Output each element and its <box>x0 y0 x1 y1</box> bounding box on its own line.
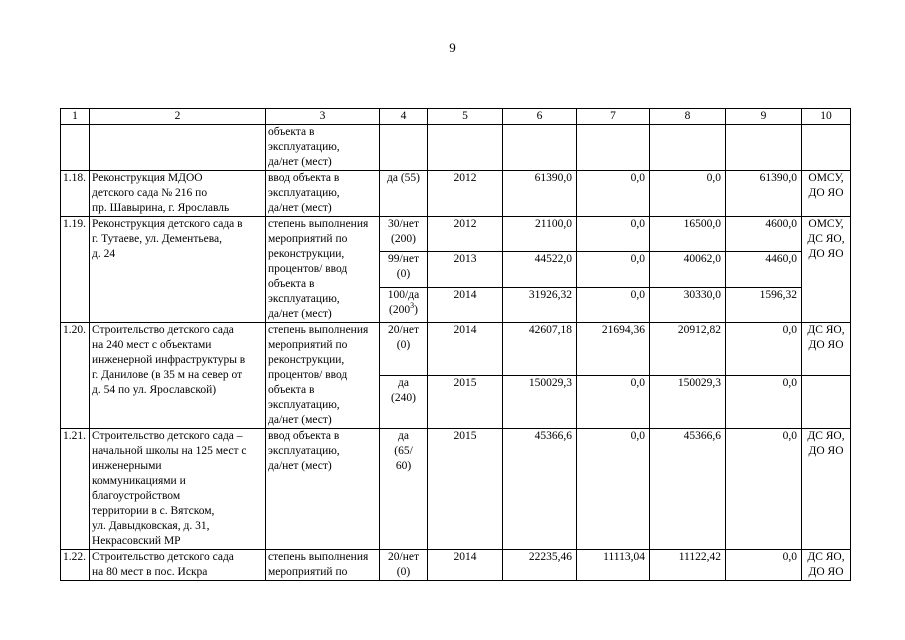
regional-cell: 40062,0 <box>650 252 726 287</box>
indicator-value: 30/нет (200) <box>380 217 428 252</box>
local-cell: 1596,32 <box>726 287 802 322</box>
object-name: Реконструкция МДОО детского сада № 216 по пр. Шавырина, г. Ярославль <box>90 171 266 217</box>
table-row <box>61 323 851 376</box>
regional-cell: 30330,0 <box>650 287 726 322</box>
col-header: 10 <box>802 109 851 125</box>
object-name: Реконструкция детского сада в г. Тутаеве, ул. Дементьева, д. 24 <box>90 217 266 323</box>
col-header: 9 <box>726 109 802 125</box>
year-cell: 2014 <box>428 323 503 376</box>
year-cell: 2015 <box>428 429 503 550</box>
year-cell: 2015 <box>428 376 503 429</box>
col-header: 1 <box>61 109 90 125</box>
federal-cell: 11113,04 <box>577 550 650 581</box>
total-cell: 31926,32 <box>503 287 577 322</box>
total-cell: 45366,6 <box>503 429 577 550</box>
col-header: 4 <box>380 109 428 125</box>
federal-cell: 0,0 <box>577 287 650 322</box>
regional-cell: 20912,82 <box>650 323 726 376</box>
federal-cell: 0,0 <box>577 252 650 287</box>
table-row <box>61 550 851 581</box>
federal-cell: 0,0 <box>577 217 650 252</box>
col-header: 3 <box>266 109 380 125</box>
total-cell: 22235,46 <box>503 550 577 581</box>
federal-cell: 0,0 <box>577 429 650 550</box>
col-header: 8 <box>650 109 726 125</box>
col-header: 2 <box>90 109 266 125</box>
regional-cell: 16500,0 <box>650 217 726 252</box>
indicator-value: 100/да $(200^3)$ <box>380 287 428 322</box>
indicator-cell: ввод объекта в эксплуатацию, да/нет (мест) <box>266 429 380 550</box>
year-cell: 2014 <box>428 550 503 581</box>
executor-cell: ОМСУ, ДС ЯО, ДО ЯО <box>802 217 851 323</box>
indicator-cell: степень выполнения мероприятий по реконструкции, процентов/ ввод объекта в эксплуатацию, да/нет (мест) <box>266 323 380 429</box>
table-row <box>61 217 851 252</box>
regional-cell: 11122,42 <box>650 550 726 581</box>
federal-cell: 0,0 <box>577 171 650 217</box>
object-name: Строительство детского сада на 240 мест с объектами инженерной инфраструктуры в г. Данилове (в 35 м на север от д. 54 по ул. Ярославской) <box>90 323 266 429</box>
col-header: 7 <box>577 109 650 125</box>
page-number: 9 <box>449 40 456 55</box>
row-number: 1.20. <box>61 323 90 429</box>
indicator-value: да (65/ 60) <box>380 429 428 550</box>
col-header: 6 <box>503 109 577 125</box>
federal-cell: 0,0 <box>577 376 650 429</box>
local-cell: 4600,0 <box>726 217 802 252</box>
regional-cell: 45366,6 <box>650 429 726 550</box>
row-number: 1.22. <box>61 550 90 581</box>
executor-cell: ОМСУ, ДО ЯО <box>802 171 851 217</box>
indicator-value: да (240) <box>380 376 428 429</box>
row-number: 1.19. <box>61 217 90 323</box>
local-cell: 0,0 <box>726 323 802 376</box>
col-header: 5 <box>428 109 503 125</box>
indicator-cell: объекта в эксплуатацию, да/нет (мест) <box>266 125 380 171</box>
total-cell: 61390,0 <box>503 171 577 217</box>
regional-cell: 150029,3 <box>650 376 726 429</box>
row-number: 1.21. <box>61 429 90 550</box>
local-cell: 0,0 <box>726 550 802 581</box>
executor-cell: ДС ЯО, ДО ЯО <box>802 429 851 550</box>
object-name: Строительство детского сада на 80 мест в пос. Искра <box>90 550 266 581</box>
local-cell: 0,0 <box>726 429 802 550</box>
executor-cell <box>802 376 851 429</box>
local-cell: 4460,0 <box>726 252 802 287</box>
object-name: Строительство детского сада – начальной школы на 125 мест с инженерными коммуникациями и благоустройством территории в с. Вятском, ул. Давыдковская, д. 31, Некрасовский МР <box>90 429 266 550</box>
local-cell: 0,0 <box>726 376 802 429</box>
indicator-value: 20/нет (0) <box>380 323 428 376</box>
indicator-cell: ввод объекта в эксплуатацию, да/нет (мест) <box>266 171 380 217</box>
year-cell: 2012 <box>428 171 503 217</box>
table-row <box>61 171 851 217</box>
local-cell: 61390,0 <box>726 171 802 217</box>
executor-cell: ДС ЯО, ДО ЯО <box>802 323 851 376</box>
federal-cell: 21694,36 <box>577 323 650 376</box>
indicator-cell: степень выполнения мероприятий по реконструкции, процентов/ ввод объекта в эксплуатацию, да/нет (мест) <box>266 217 380 323</box>
indicator-value: 20/нет (0) <box>380 550 428 581</box>
total-cell: 150029,3 <box>503 376 577 429</box>
total-cell: 44522,0 <box>503 252 577 287</box>
year-cell: 2013 <box>428 252 503 287</box>
total-cell: 21100,0 <box>503 217 577 252</box>
header-row <box>61 109 851 125</box>
row-number: 1.18. <box>61 171 90 217</box>
total-cell: 42607,18 <box>503 323 577 376</box>
table-row <box>61 125 851 171</box>
indicator-cell: степень выполнения мероприятий по <box>266 550 380 581</box>
regional-cell: 0,0 <box>650 171 726 217</box>
year-cell: 2014 <box>428 287 503 322</box>
table-row <box>61 429 851 550</box>
executor-cell: ДС ЯО, ДО ЯО <box>802 550 851 581</box>
year-cell: 2012 <box>428 217 503 252</box>
indicator-value: да (55) <box>380 171 428 217</box>
program-table <box>60 108 851 581</box>
indicator-value: 99/нет (0) <box>380 252 428 287</box>
